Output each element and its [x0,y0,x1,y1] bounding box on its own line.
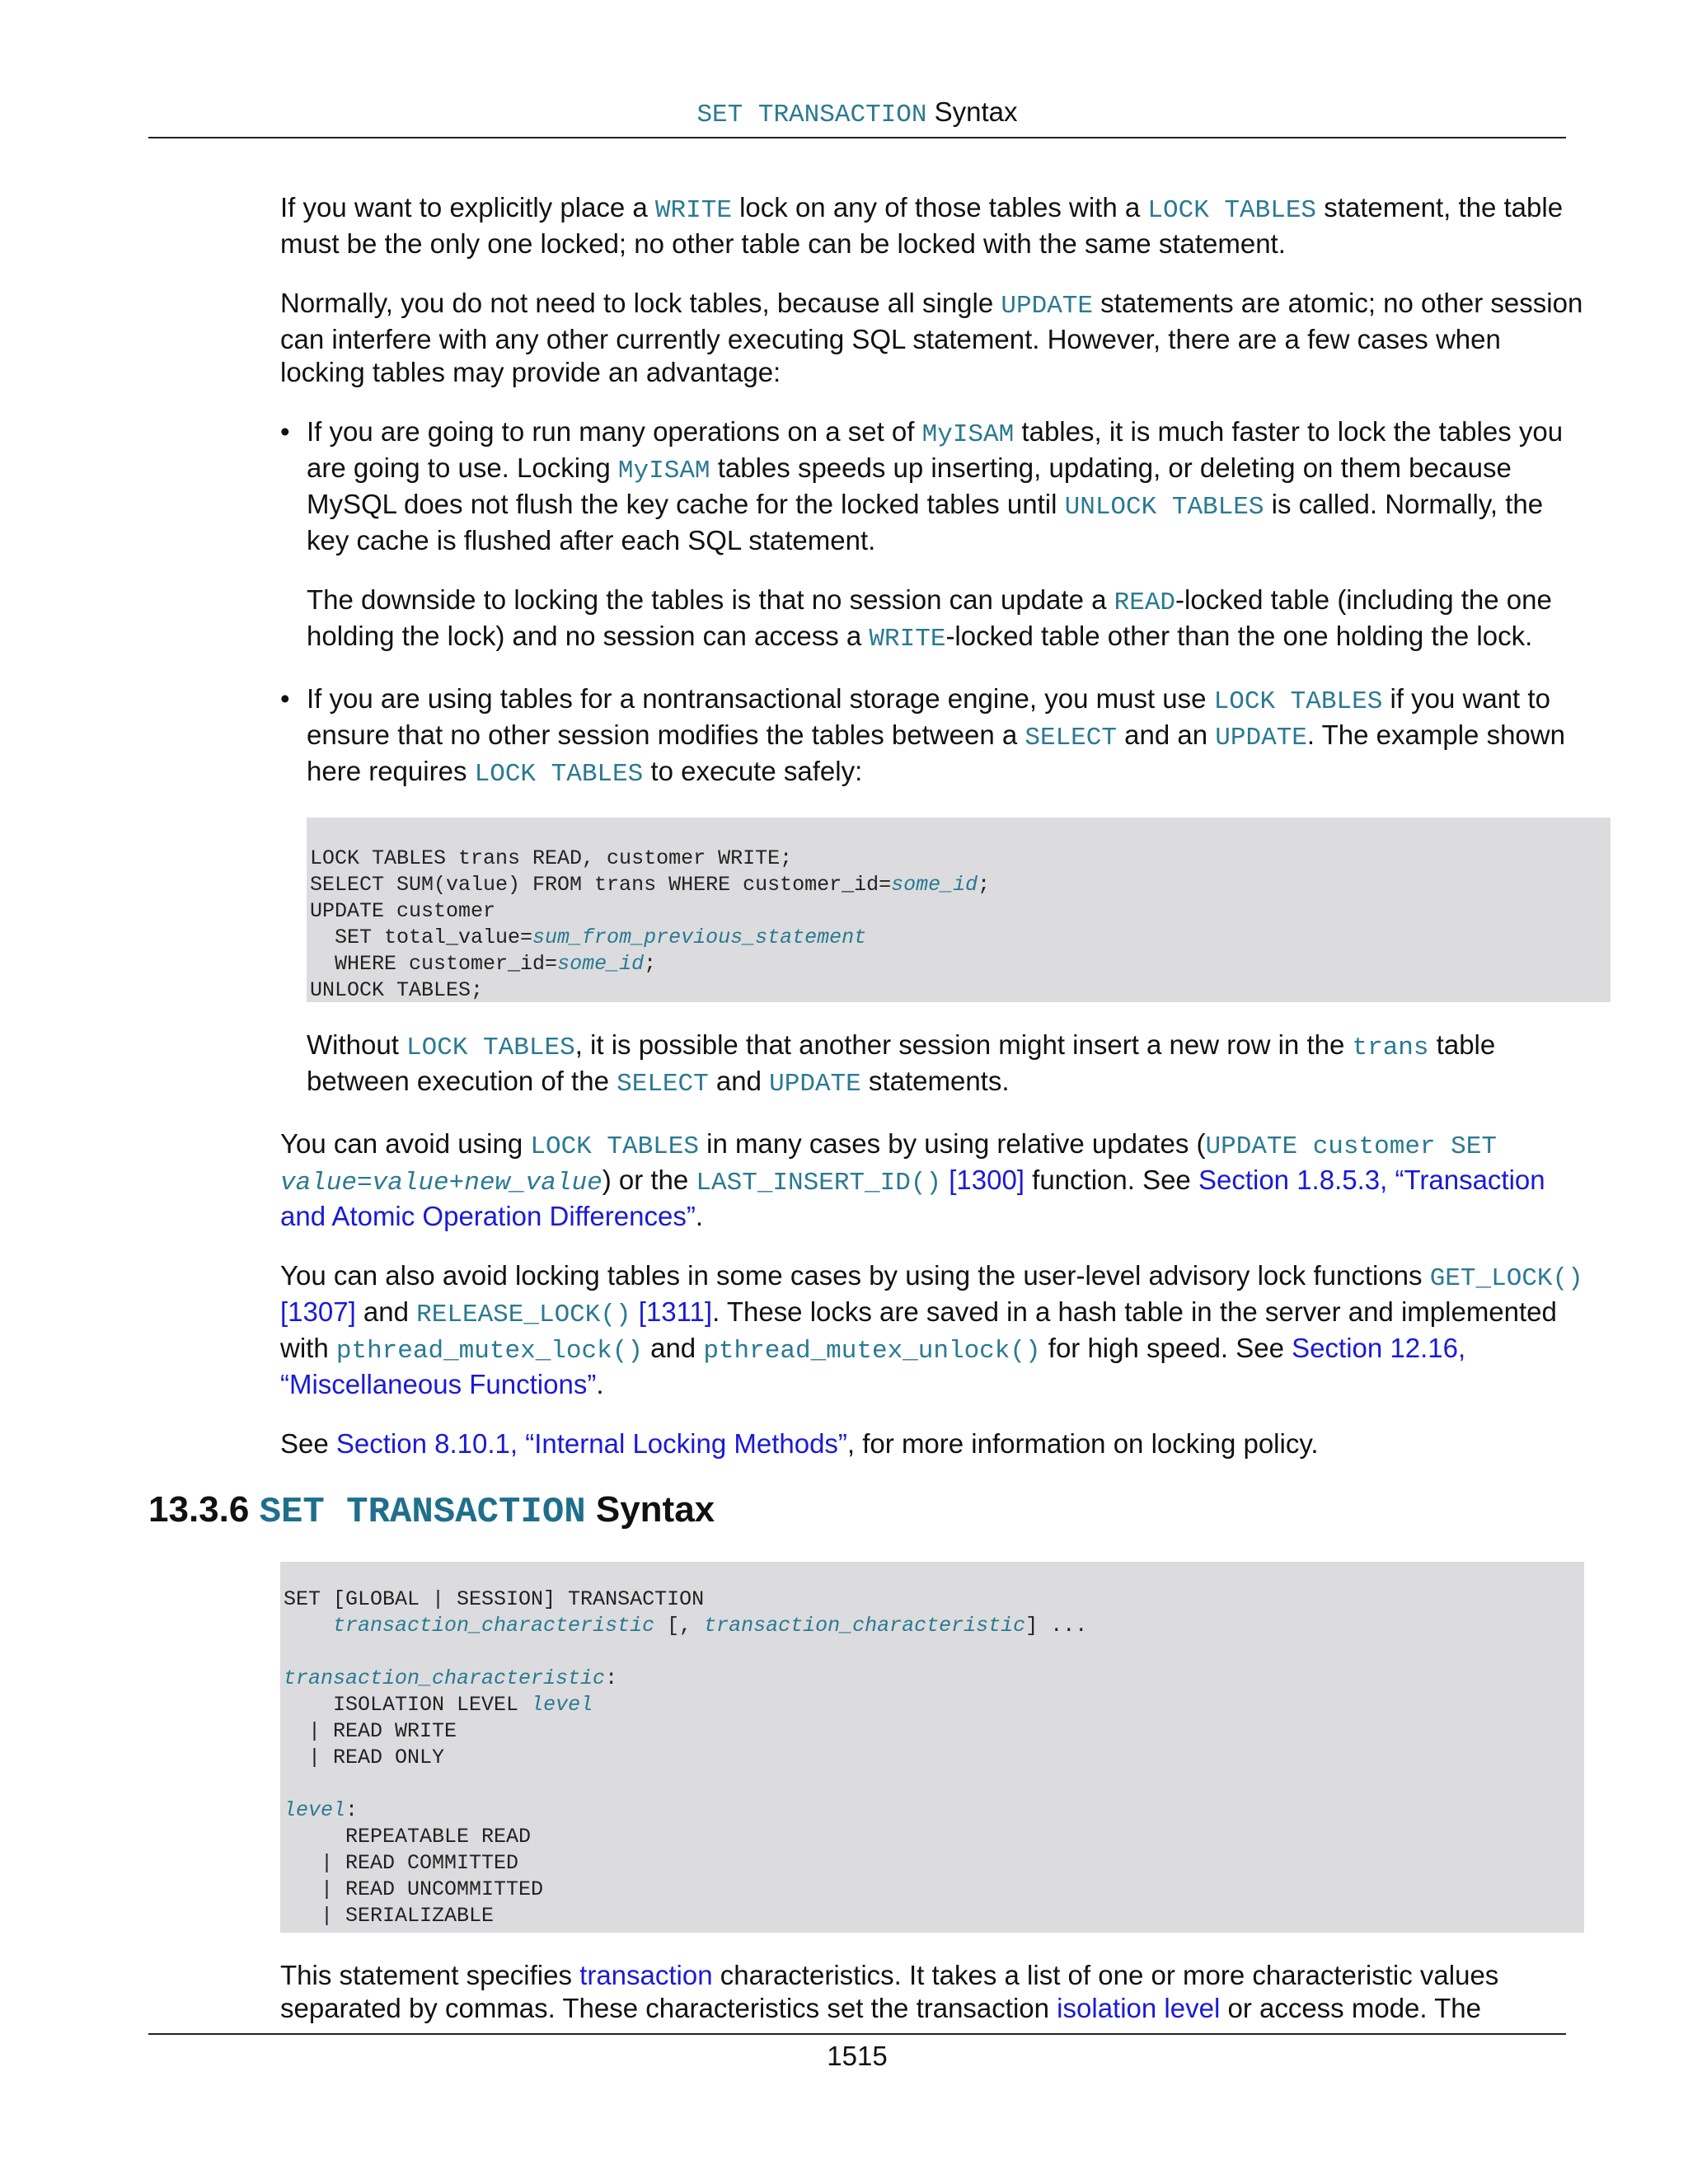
code-line: LOCK TABLES trans READ, customer WRITE; [310,846,793,870]
text: if you want to ensure that no other session modifies the tables between a [307,683,1550,750]
text: If you are using tables for a nontransactional storage engine, you must use [307,683,1214,714]
code-equals: = [357,1169,373,1197]
link-section-12-16[interactable]: Section 12.16, “Miscellaneous Functions” [280,1333,1466,1399]
code-read: READ [1114,588,1176,617]
text: This statement specifies [280,1960,580,1990]
code-get-lock: GET_LOCK() [1429,1264,1583,1293]
code-line: [, [654,1614,705,1638]
link-section-1-8-5-3[interactable]: Section 1.8.5.3, “Transaction and Atomic Operation Differences” [280,1165,1545,1231]
text: If you want to explicitly place a [280,192,655,223]
code-variable: value [280,1169,358,1197]
text: Without [307,1029,407,1060]
code-variable: level [284,1798,346,1822]
code-variable: transaction_characteristic [284,1666,606,1690]
code-line [284,1614,333,1638]
code-block-set-transaction-syntax [280,1562,1584,1933]
link-page-1311[interactable]: [1311] [631,1296,713,1327]
text: characteristics. It takes a list of one or more characteristic values separated by commas. These characteristics set the transaction [280,1960,1499,2023]
code-write: WRITE [869,625,946,654]
page-number: 1515 [827,2041,888,2071]
bullet-nontransactional [307,682,1584,791]
section-heading-title: Syntax [585,1489,715,1530]
link-page-1307[interactable]: [1307] [280,1296,356,1327]
code-pthread-mutex-lock: pthread_mutex_lock() [335,1337,643,1366]
text: Normally, you do not need to lock tables, because all single [280,288,1001,318]
text: ) or the [602,1165,696,1195]
code-update: UPDATE [1215,724,1307,752]
paragraph-see-internal-locking [280,1427,1584,1460]
text: . [596,1369,604,1399]
text: to execute safely: [643,756,863,786]
list-item [280,415,1584,656]
code-line: | READ UNCOMMITTED [284,1877,544,1901]
text: -locked table other than the one holding the lock. [945,621,1533,651]
text: and [355,1296,417,1327]
code-lock-tables: LOCK TABLES [1147,196,1317,225]
footer-rule [148,2033,1566,2035]
text: The downside to locking the tables is that no session can update a [307,584,1114,615]
paragraph-write-lock [280,191,1584,260]
text: . The example shown here requires [307,719,1565,786]
code-myisam: MyISAM [617,457,710,485]
text: and [708,1066,770,1096]
bullet-myisam-downside [307,583,1584,656]
code-line: | READ WRITE [284,1719,457,1743]
code-variable: new_value [464,1169,603,1197]
code-line: UNLOCK TABLES; [310,978,484,1002]
code-lock-tables: LOCK TABLES [406,1033,575,1062]
code-line: | READ COMMITTED [284,1851,519,1875]
code-lock-tables: LOCK TABLES [530,1132,699,1161]
code-line: : [605,1666,618,1690]
running-header [148,96,1566,132]
code-variable: transaction_characteristic [704,1614,1026,1638]
paragraph-statement-specifies [280,1959,1584,2025]
paragraph-advisory-locks [280,1259,1584,1401]
code-update-customer: UPDATE customer SET [1205,1132,1497,1161]
code-line: | READ ONLY [284,1746,445,1769]
section-number: 13.3.6 [148,1489,260,1530]
text: . These locks are saved in a hash table in the server and implemented with [280,1296,1557,1363]
text: -locked table (including the one holding the lock) and no session can access a [307,584,1552,651]
text: tables speeds up inserting, updating, or deleting on them because MySQL does not flush the key cache for the locked tables until [307,452,1512,519]
text: , it is possible that another session might insert a new row in the [574,1029,1353,1060]
text: See [280,1428,336,1459]
code-line: SET total_value= [310,926,533,949]
code-myisam: MyISAM [921,420,1015,449]
paragraph-normally [280,287,1584,389]
text: and an [1117,719,1216,750]
code-lock-tables: LOCK TABLES [474,760,644,789]
code-line: REPEATABLE READ [284,1825,532,1849]
link-page-1300[interactable]: [1300] [941,1165,1025,1195]
code-select: SELECT [1025,724,1117,752]
code-line: ISOLATION LEVEL [284,1693,532,1717]
running-header-code: SET TRANSACTION [696,101,927,129]
bullet-myisam [307,415,1584,557]
code-variable: sum_from_previous_statement [532,926,867,949]
code-line: ; [644,952,657,976]
paragraph-relative-updates [280,1127,1584,1233]
header-rule [148,137,1566,138]
code-variable: value [372,1169,449,1197]
code-unlock-tables: UNLOCK TABLES [1064,493,1264,522]
text: tables, it is much faster to lock the tables you are going to use. Locking [307,416,1564,483]
code-variable: level [531,1693,593,1717]
text: for high speed. See [1040,1333,1292,1363]
text: You can also avoid locking tables in some cases by using the user-level advisory lock functions [280,1260,1430,1291]
section-heading-code: SET TRANSACTION [259,1492,586,1533]
code-line: | SERIALIZABLE [284,1904,495,1928]
link-isolation-level[interactable]: isolation level [1057,1993,1221,2023]
code-pthread-mutex-unlock: pthread_mutex_unlock() [703,1337,1041,1366]
section-heading [148,1487,1452,1535]
text: and [642,1333,704,1363]
code-write: WRITE [654,196,732,225]
text: is called. Normally, the key cache is flushed after each SQL statement. [307,489,1544,555]
code-line: ] ... [1025,1614,1088,1638]
code-release-lock: RELEASE_LOCK() [416,1301,631,1329]
code-variable: some_id [557,952,645,976]
text: statements are atomic; no other session can interfere with any other currently executing SQL statement. However, there are a few cases when locking tables may provide an advantage: [280,288,1583,387]
text: in many cases by using relative updates ( [699,1128,1206,1159]
code-variable: some_id [891,873,978,897]
text: table between execution of the [307,1029,1496,1096]
code-update: UPDATE [769,1070,861,1099]
text: . [695,1201,703,1231]
code-last-insert-id: LAST_INSERT_ID() [696,1169,942,1197]
code-line: : [345,1798,359,1822]
code-line: SELECT SUM(value) FROM trans WHERE customer_id= [310,873,892,897]
paragraph-without-lock-tables [307,1029,1584,1101]
advantages-list [280,415,1584,1101]
code-variable: transaction_characteristic [333,1614,655,1638]
code-line: ; [978,873,991,897]
text: If you are going to run many operations on a set of [307,416,922,447]
code-trans: trans [1352,1033,1429,1062]
code-line: WHERE customer_id= [310,952,558,976]
text: statement, the table must be the only one locked; no other table can be locked with the same statement. [280,192,1564,259]
text: statements. [860,1066,1010,1096]
code-update: UPDATE [1001,292,1094,321]
text: , for more information on locking policy. [846,1428,1319,1459]
running-header-text: Syntax [926,96,1018,127]
list-item [280,682,1584,1101]
page-content [148,191,1584,2051]
code-line: UPDATE customer [310,899,496,923]
text: or access mode. The [1220,1993,1482,2023]
text: You can avoid using [280,1128,531,1159]
code-plus: + [448,1169,465,1197]
code-line: SET [GLOBAL | SESSION] TRANSACTION [284,1587,705,1611]
code-select: SELECT [617,1070,709,1099]
link-transaction[interactable]: transaction [579,1960,713,1990]
text: lock on any of those tables with a [731,192,1148,223]
code-block-lock-tables-example [307,818,1611,1002]
link-section-8-10-1[interactable]: Section 8.10.1, “Internal Locking Methods” [335,1428,847,1459]
text: function. See [1024,1165,1198,1195]
code-lock-tables: LOCK TABLES [1213,687,1383,716]
